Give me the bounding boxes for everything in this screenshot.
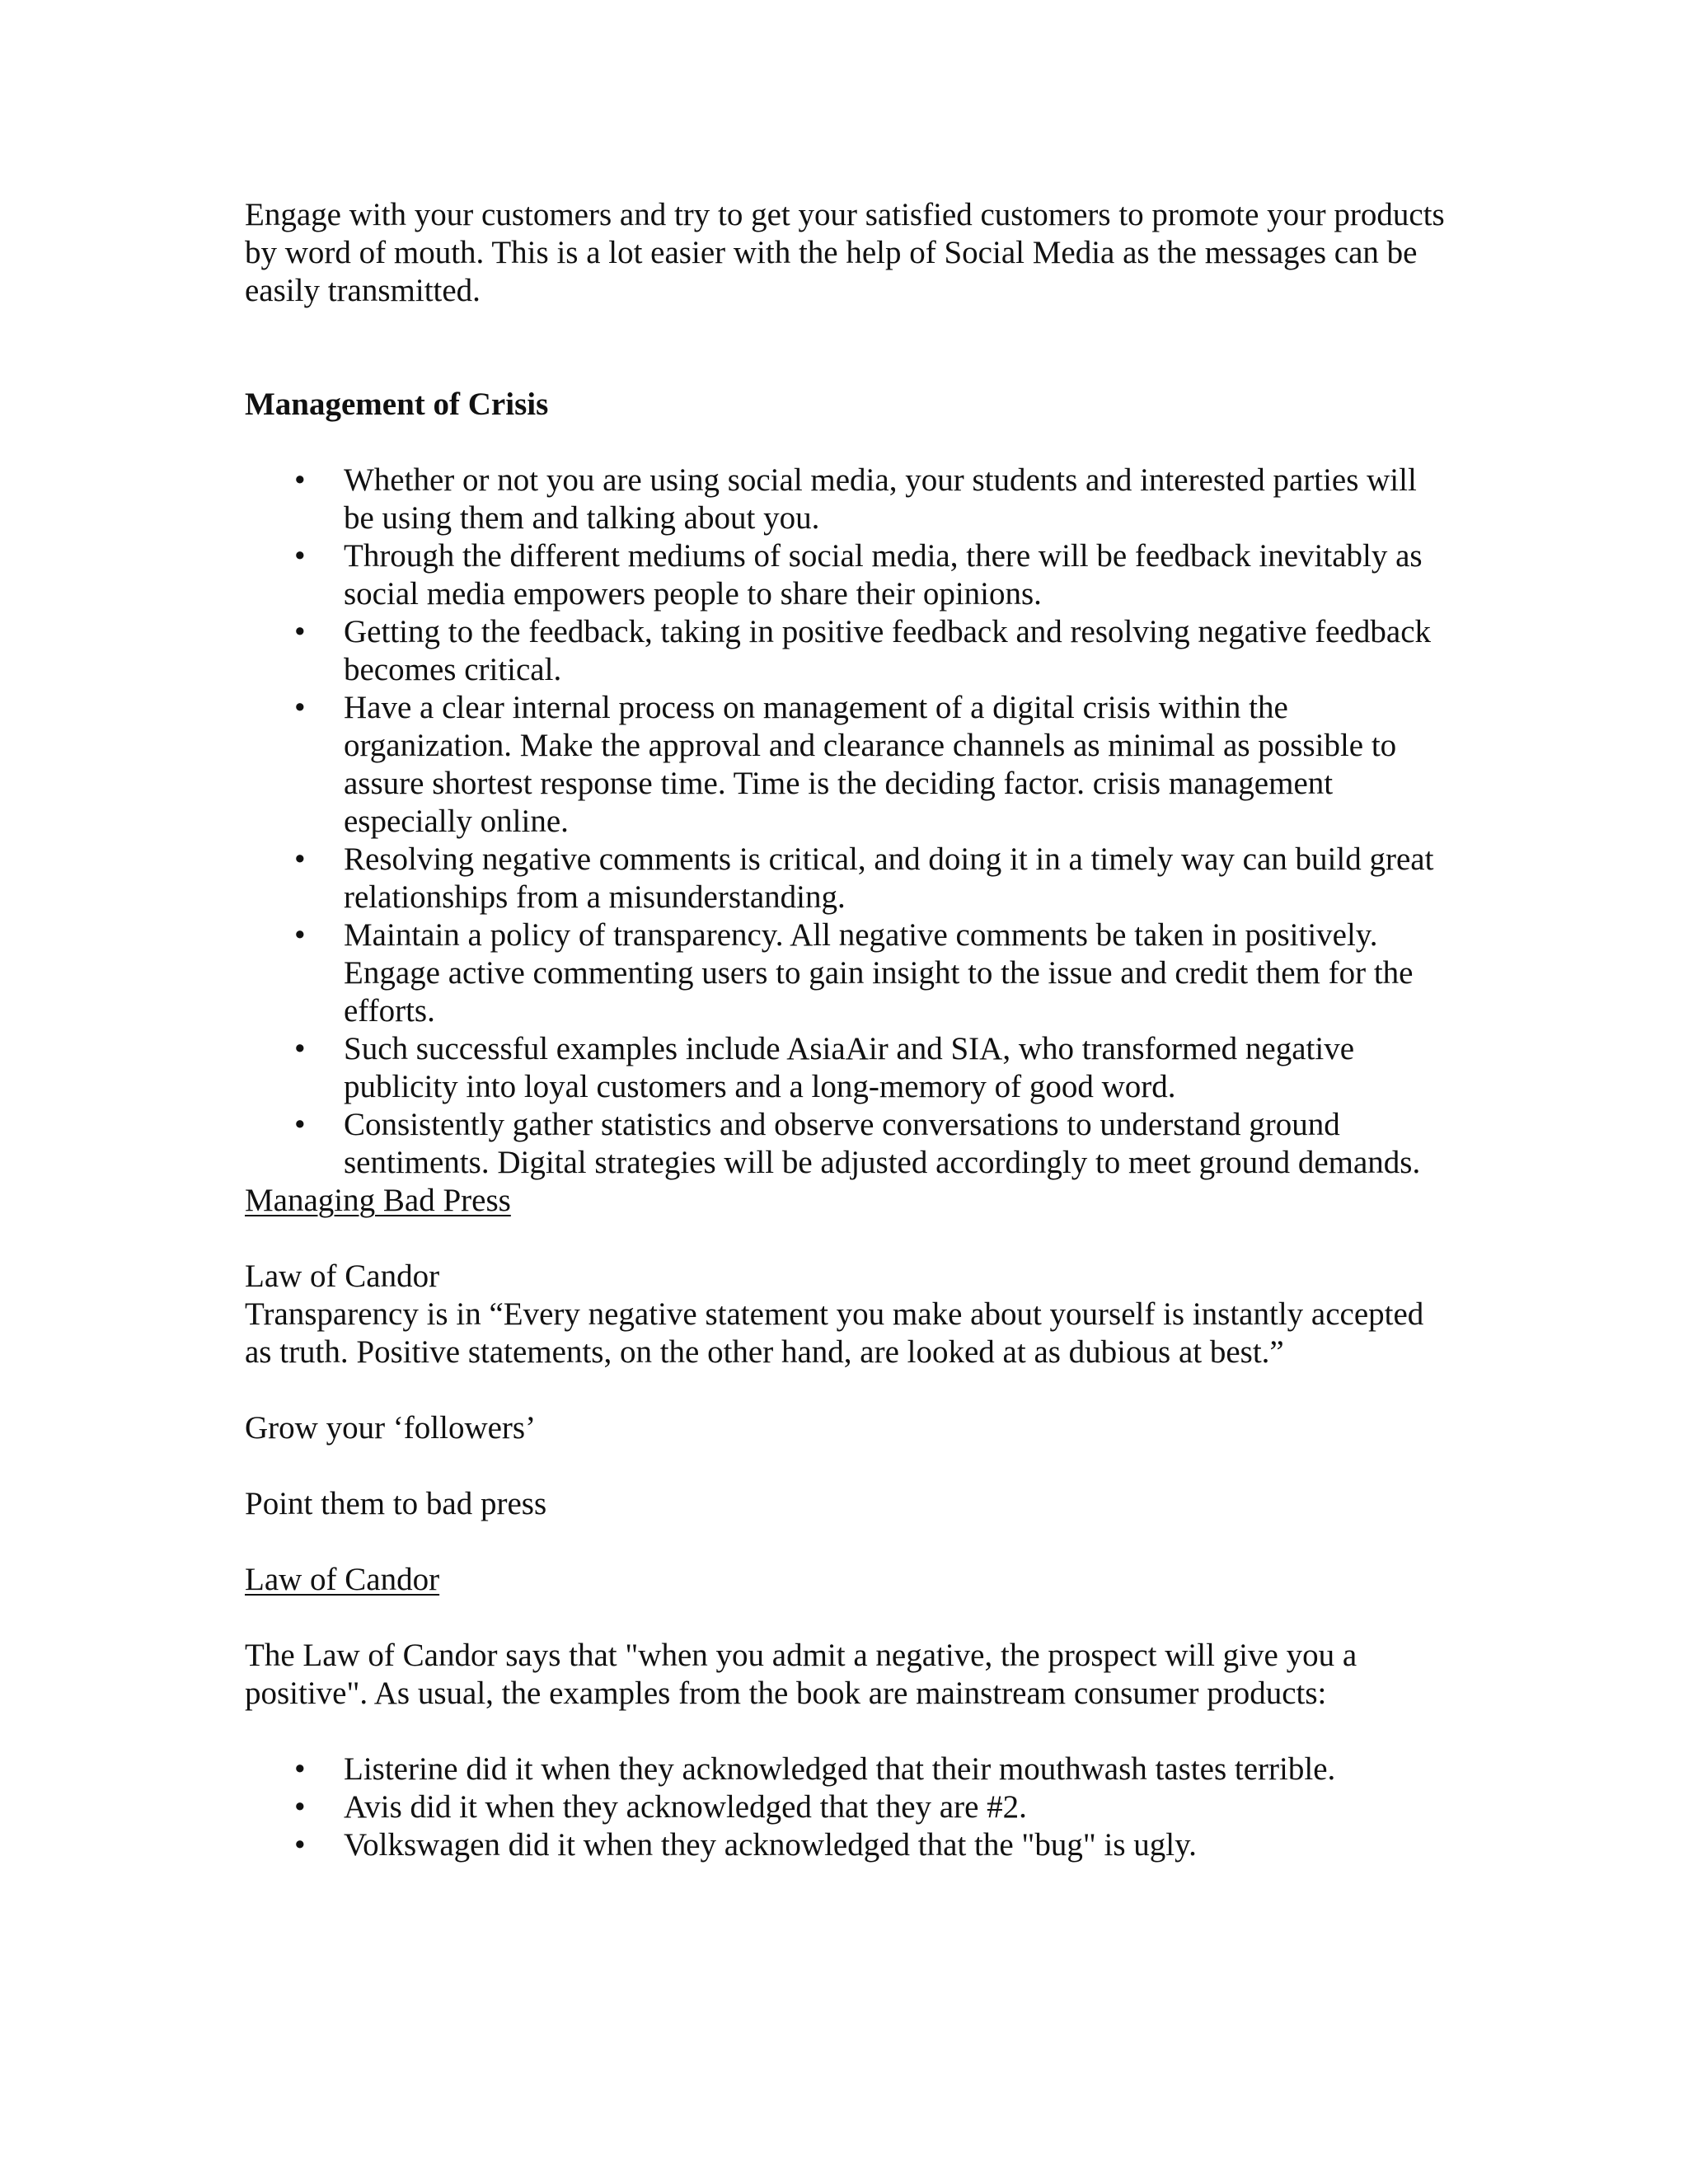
list-item-text: Maintain a policy of transparency. All negative comments be taken in positively. Engage active commenting users to gain insight to the issue and credit them for the efforts. bbox=[344, 917, 1414, 1029]
page-content bbox=[245, 196, 1448, 1864]
bullet-icon: • bbox=[294, 462, 306, 498]
list-item-text: Listerine did it when they acknowledged that their mouthwash tastes terrible. bbox=[344, 1751, 1336, 1787]
law-of-candor-paragraph: The Law of Candor says that "when you admit a negative, the prospect will give you a positive". As usual, the examples from the book are mainstream consumer products: bbox=[245, 1638, 1357, 1711]
candor-examples-list bbox=[245, 1750, 1448, 1864]
list-item bbox=[245, 1788, 1448, 1826]
bullet-icon: • bbox=[294, 841, 306, 877]
point-to-bad-press-line: Point them to bad press bbox=[245, 1486, 547, 1521]
section-heading-management-of-crisis: Management of Crisis bbox=[245, 387, 549, 422]
list-item bbox=[245, 841, 1448, 916]
list-item bbox=[245, 1750, 1448, 1788]
section-heading-managing-bad-press: Managing Bad Press bbox=[245, 1183, 511, 1218]
list-item-text: Volkswagen did it when they acknowledged that the "bug" is ugly. bbox=[344, 1827, 1197, 1863]
list-item-text: Avis did it when they acknowledged that they are #2. bbox=[344, 1789, 1027, 1825]
list-item bbox=[245, 916, 1448, 1030]
bullet-icon: • bbox=[294, 614, 306, 649]
list-item-text: Getting to the feedback, taking in positive feedback and resolving negative feedback becomes critical. bbox=[344, 614, 1432, 687]
law-of-candor-quote: Transparency is in “Every negative statement you make about yourself is instantly accepted as truth. Positive statements, on the other hand, are looked at as dubious at best.” bbox=[245, 1296, 1424, 1370]
list-item bbox=[245, 1106, 1448, 1182]
list-item-text: Through the different mediums of social media, there will be feedback inevitably as social media empowers people to share their opinions. bbox=[344, 538, 1423, 612]
bullet-icon: • bbox=[294, 1789, 306, 1825]
bullet-icon: • bbox=[294, 690, 306, 725]
law-of-candor-title: Law of Candor bbox=[245, 1258, 440, 1294]
list-item bbox=[245, 613, 1448, 689]
list-item-text: Consistently gather statistics and observe conversations to understand ground sentiments. Digital strategies will be adjusted accordingly to meet ground demands. bbox=[344, 1107, 1421, 1180]
list-item-text: Such successful examples include AsiaAir and SIA, who transformed negative publicity into loyal customers and a long-memory of good word. bbox=[344, 1031, 1355, 1104]
intro-paragraph: Engage with your customers and try to get your satisfied customers to promote your products by word of mouth. This is a lot easier with the help of Social Media as the messages can be easily transmitted. bbox=[245, 197, 1445, 308]
list-item bbox=[245, 537, 1448, 613]
list-item bbox=[245, 689, 1448, 841]
grow-followers-line: Grow your ‘followers’ bbox=[245, 1410, 537, 1446]
bullet-icon: • bbox=[294, 538, 306, 574]
list-item-text: Whether or not you are using social media, your students and interested parties will be using them and talking about you. bbox=[344, 462, 1417, 536]
list-item bbox=[245, 1030, 1448, 1106]
bullet-icon: • bbox=[294, 917, 306, 953]
list-item-text: Resolving negative comments is critical, and doing it in a timely way can build great relationships from a misunderstanding. bbox=[344, 841, 1434, 915]
list-item bbox=[245, 1826, 1448, 1864]
crisis-bullet-list bbox=[245, 462, 1448, 1182]
list-item-text: Have a clear internal process on management of a digital crisis within the organization. Make the approval and clearance channels as minimal as possible to assure shortest response time. Time is the deciding factor. crisis management especially online. bbox=[344, 690, 1397, 839]
bullet-icon: • bbox=[294, 1107, 306, 1142]
bullet-icon: • bbox=[294, 1751, 306, 1787]
bullet-icon: • bbox=[294, 1031, 306, 1066]
bullet-icon: • bbox=[294, 1827, 306, 1863]
section-heading-law-of-candor: Law of Candor bbox=[245, 1562, 440, 1597]
list-item bbox=[245, 462, 1448, 537]
